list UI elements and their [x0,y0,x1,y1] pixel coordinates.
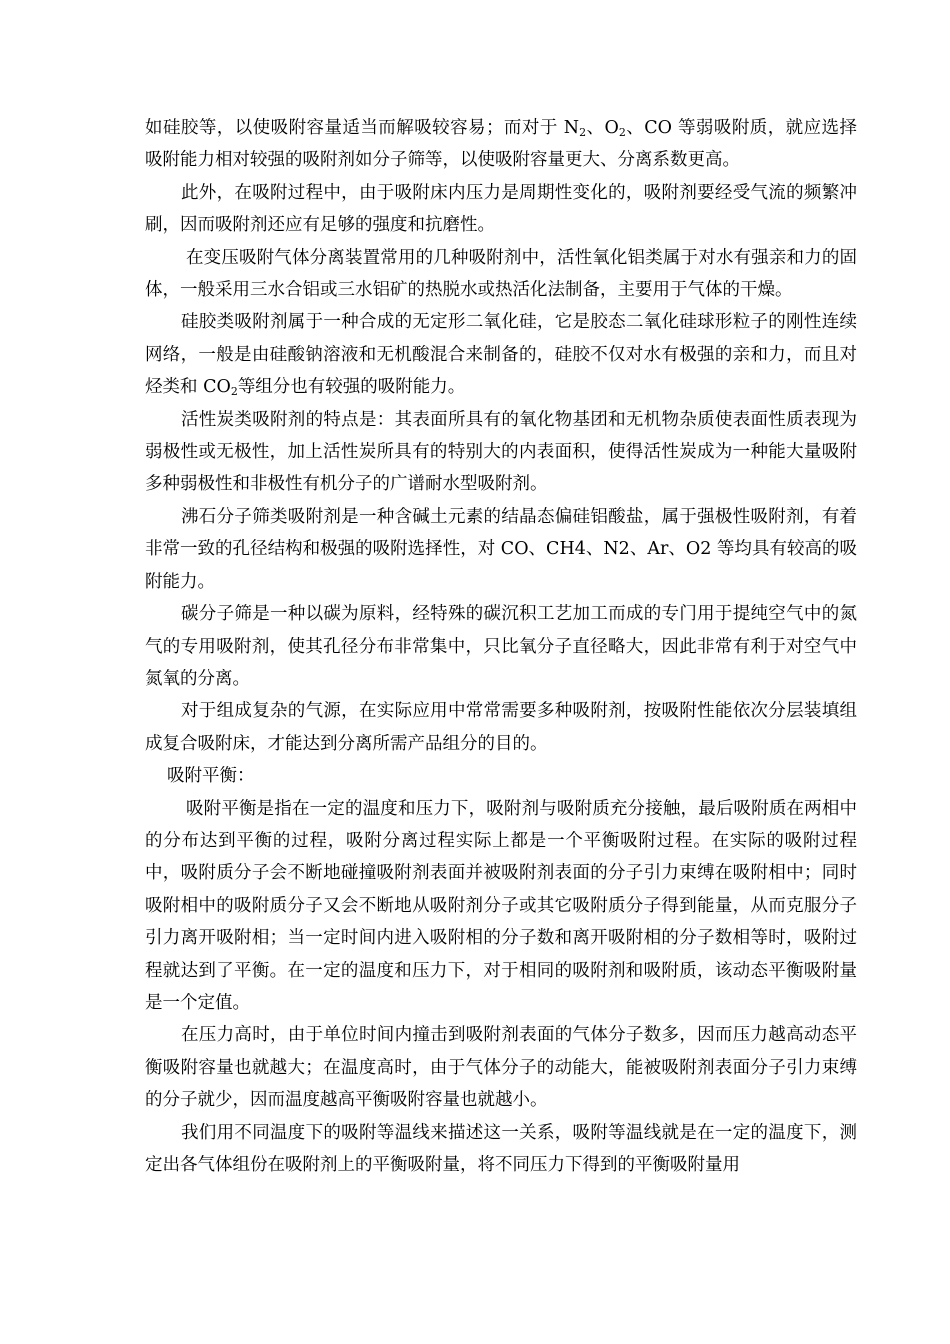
paragraph-composite-bed: 对于组成复杂的气源，在实际应用中常常需要多种吸附剂，按吸附性能依次分层装填组成复合吸附床，才能达到分离所需产品组分的目的。 [145,701,857,754]
paragraph-activated-carbon: 活性炭类吸附剂的特点是：其表面所具有的氧化物基团和无机物杂质使表面性质表现为弱极性或无极性，加上活性炭所具有的特别大的内表面积，使得活性炭成为一种能大量吸附多种弱极性和非极性有机分子的广谱耐水型吸附剂。 [145,409,857,495]
paragraph-strength: 此外，在吸附过程中，由于吸附床内压力是周期性变化的，吸附剂要经受气流的频繁冲刷，因而吸附剂还应有足够的强度和抗磨性。 [145,182,857,236]
paragraph-carbon-molecular-sieve: 碳分子筛是一种以碳为原料，经特殊的碳沉积工艺加工而成的专门用于提纯空气中的氮气的专用吸附剂，使其孔径分布非常集中，只比氧分子直径略大，因此非常有利于对空气中氮氧的分离。 [145,604,857,689]
paragraph-isotherm: 我们用不同温度下的吸附等温线来描述这一关系，吸附等温线就是在一定的温度下，测定出各气体组份在吸附剂上的平衡吸附量，将不同压力下得到的平衡吸附量用 [145,1122,857,1175]
paragraph-silica-gel: 硅胶类吸附剂属于一种合成的无定形二氧化硅，它是胶态二氧化硅球形粒子的刚性连续网络，一般是由硅酸钠溶液和无机酸混合来制备的，硅胶不仅对水有极强的亲和力，而且对烃类和 $CO_2$等组分也有较强的吸附能力。 [145,312,857,399]
section-heading-adsorption-equilibrium: 吸附平衡： [167,766,255,787]
paragraph-zeolite: 沸石分子筛类吸附剂是一种含碱土元素的结晶态偏硅铝酸盐，属于强极性吸附剂，有着非常一致的孔径结构和极强的吸附选择性，对 CO、CH4、N2、Ar、O2 等均具有较高的吸附能力。 [145,506,857,592]
paragraph-equilibrium-definition: 吸附平衡是指在一定的温度和压力下，吸附剂与吸附质充分接触，最后吸附质在两相中的分布达到平衡的过程，吸附分离过程实际上都是一个平衡吸附过程。在实际的吸附过程中，吸附质分子会不断地碰撞吸附剂表面并被吸附剂表面的分子引力束缚在吸附相中；同时吸附相中的吸附质分子又会不断地从吸附剂分子或其它吸附质分子得到能量，从而克服分子引力离开吸附相；当一定时间内进入吸附相的分子数和离开吸附相的分子数相等时，吸附过程就达到了平衡。在一定的温度和压力下，对于相同的吸附剂和吸附质，该动态平衡吸附量是一个定值。 [145,798,857,1013]
paragraph-activated-alumina: 在变压吸附气体分离装置常用的几种吸附剂中，活性氧化铝类属于对水有强亲和力的固体，一般采用三水合铝或三水铝矿的热脱水或热活化法制备，主要用于气体的干燥。 [145,247,857,301]
document-body [145,112,857,1181]
paragraph-adsorbent-selection: 如硅胶等，以使吸附容量适当而解吸较容易；而对于 $N_2$、$O_2$、CO 等弱吸附质，就应选择吸附能力相对较强的吸附剂如分子筛等，以使吸附容量更大、分离系数更高。 [145,118,857,171]
paragraph-pressure-temperature: 在压力高时，由于单位时间内撞击到吸附剂表面的气体分子数多，因而压力越高动态平衡吸附容量也就越大；在温度高时，由于气体分子的动能大，能被吸附剂表面分子引力束缚的分子就少，因而温度越高平衡吸附容量也就越小。 [145,1025,857,1111]
